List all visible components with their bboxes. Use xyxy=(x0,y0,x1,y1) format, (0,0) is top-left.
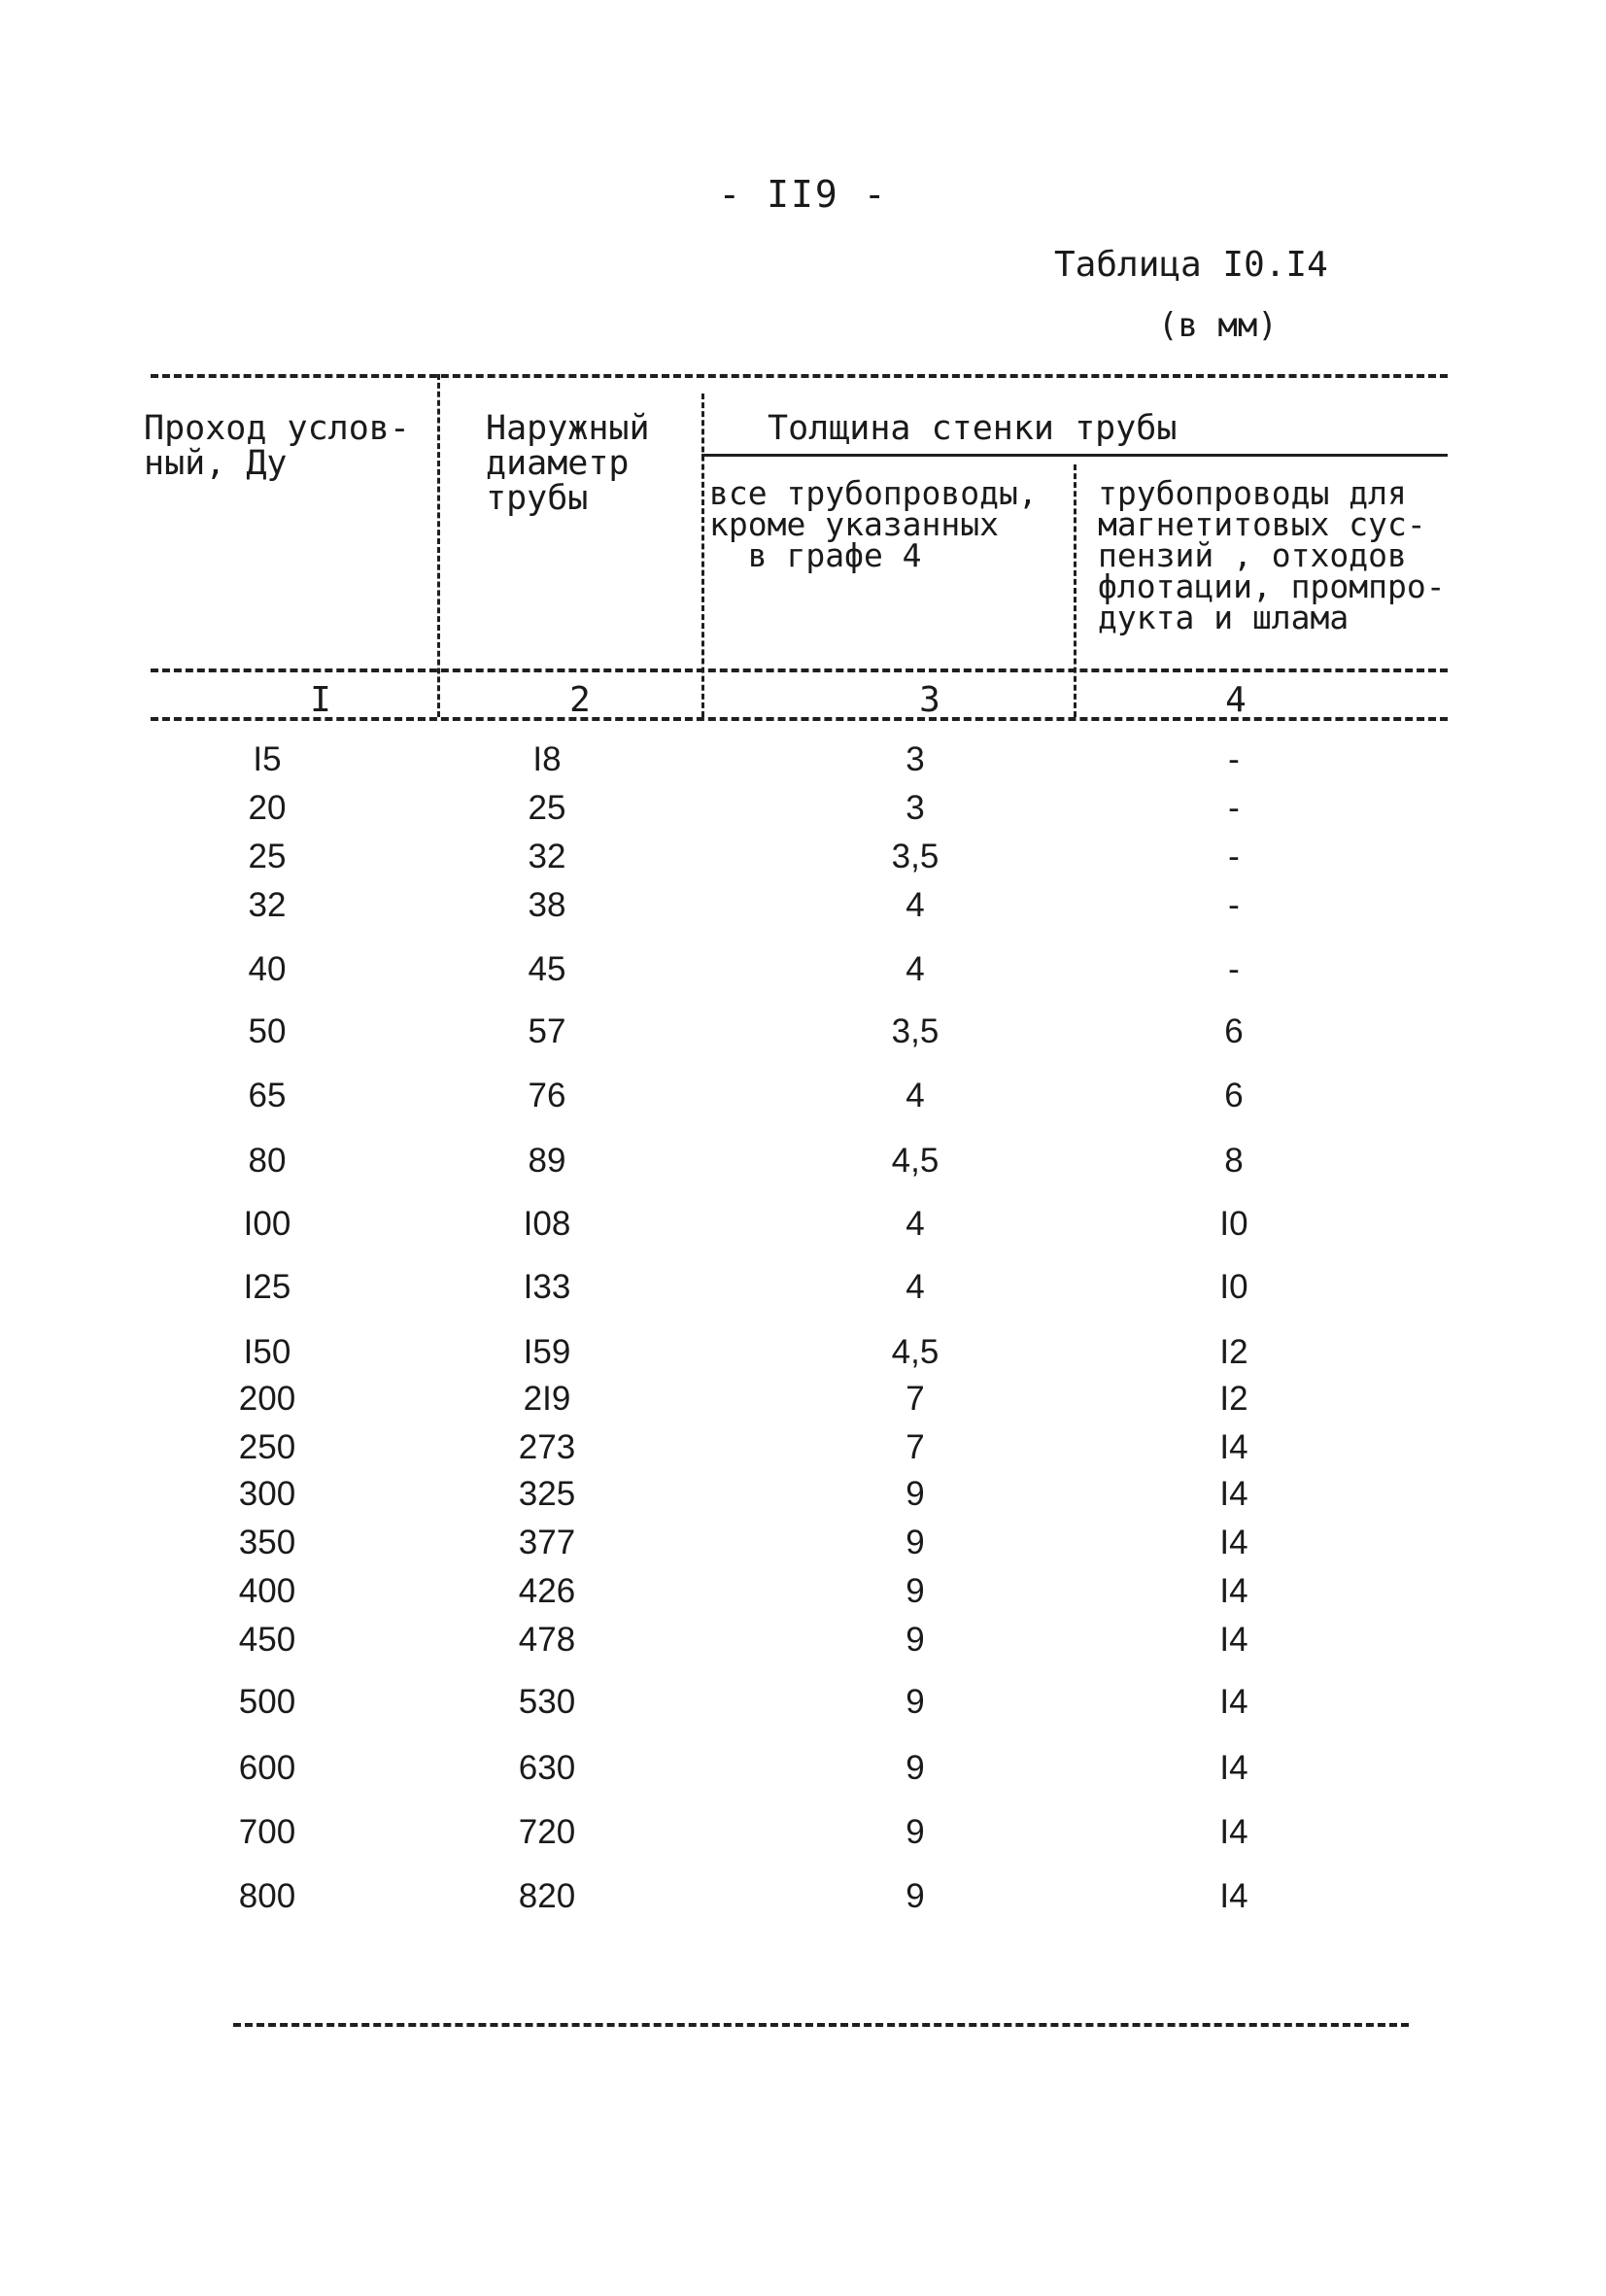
table-cell: 700 xyxy=(238,1813,296,1851)
table-cell: 7 xyxy=(906,1380,925,1418)
table-cell: 530 xyxy=(518,1683,576,1721)
table-cell: 4 xyxy=(906,1077,925,1114)
table-cell: I50 xyxy=(243,1333,291,1371)
table-cell: 6 xyxy=(1224,1077,1244,1114)
table-cell: 4 xyxy=(906,950,925,988)
table-cell: 80 xyxy=(248,1142,287,1180)
header-wall-thickness: Толщина стенки трубы xyxy=(768,409,1178,448)
table-cell: I4 xyxy=(1219,1813,1248,1851)
table-cell: - xyxy=(1228,886,1240,924)
table-cell: I4 xyxy=(1219,1524,1248,1561)
table-cell: 9 xyxy=(906,1683,925,1721)
table-cell: 9 xyxy=(906,1813,925,1851)
table-cell: 40 xyxy=(248,950,287,988)
col-divider-2 xyxy=(701,394,704,717)
table-cell: 38 xyxy=(528,886,566,924)
table-cell: 3 xyxy=(906,740,925,778)
table-cell: 89 xyxy=(528,1142,566,1180)
table-cell: 20 xyxy=(248,789,287,827)
table-cell: 50 xyxy=(248,1012,287,1050)
table-cell: 3,5 xyxy=(891,1012,940,1050)
table-cell: 9 xyxy=(906,1749,925,1787)
table-cell: 32 xyxy=(528,838,566,875)
table-cell: 400 xyxy=(238,1572,296,1610)
table-cell: I4 xyxy=(1219,1683,1248,1721)
table-cell: 4,5 xyxy=(891,1333,940,1371)
table-title: Таблица I0.I4 xyxy=(1054,245,1328,285)
table-cell: 45 xyxy=(528,950,566,988)
col-divider-3 xyxy=(1074,464,1076,717)
table-cell: I5 xyxy=(253,740,282,778)
column-number: 4 xyxy=(1225,680,1247,720)
table-cell: 4 xyxy=(906,886,925,924)
table-cell: I4 xyxy=(1219,1749,1248,1787)
table-cell: 350 xyxy=(238,1524,296,1561)
table-cell: 7 xyxy=(906,1428,925,1466)
table-cell: 25 xyxy=(528,789,566,827)
header-magnetite-pipelines: трубопроводы для магнетитовых сус- пензий , отходов флотации, промпро- дукта и шлама xyxy=(1098,474,1446,636)
table-cell: I4 xyxy=(1219,1428,1248,1466)
table-cell: 273 xyxy=(518,1428,576,1466)
table-cell: 32 xyxy=(248,886,287,924)
header-nominal-bore: Проход услов- ный, Ду xyxy=(144,409,410,483)
table-cell: 9 xyxy=(906,1524,925,1561)
table-top-rule xyxy=(151,374,1448,378)
table-cell: I2 xyxy=(1219,1333,1248,1371)
header-bottom-rule xyxy=(151,668,1448,672)
header-outer-diameter: Наружный диаметр трубы xyxy=(486,409,650,518)
table-bottom-rule xyxy=(233,2023,1409,2027)
table-cell: 3 xyxy=(906,789,925,827)
table-cell: - xyxy=(1228,789,1240,827)
table-cell: I25 xyxy=(243,1268,291,1306)
table-cell: 4 xyxy=(906,1268,925,1306)
table-cell: I59 xyxy=(523,1333,571,1371)
table-cell: 450 xyxy=(238,1621,296,1659)
table-cell: 800 xyxy=(238,1877,296,1915)
table-cell: 8 xyxy=(1224,1142,1244,1180)
table-cell: 4 xyxy=(906,1205,925,1243)
table-cell: I0 xyxy=(1219,1268,1248,1306)
table-cell: 3,5 xyxy=(891,838,940,875)
table-cell: I4 xyxy=(1219,1621,1248,1659)
table-cell: 200 xyxy=(238,1380,296,1418)
table-cell: I4 xyxy=(1219,1475,1248,1513)
table-cell: 300 xyxy=(238,1475,296,1513)
table-cell: 25 xyxy=(248,838,287,875)
table-cell: 630 xyxy=(518,1749,576,1787)
table-cell: 6 xyxy=(1224,1012,1244,1050)
page-number: - II9 - xyxy=(718,173,888,216)
table-cell: 720 xyxy=(518,1813,576,1851)
table-cell: 9 xyxy=(906,1877,925,1915)
table-cell: 500 xyxy=(238,1683,296,1721)
table-cell: 250 xyxy=(238,1428,296,1466)
table-cell: 377 xyxy=(518,1524,576,1561)
table-cell: I08 xyxy=(523,1205,571,1243)
table-cell: 2I9 xyxy=(523,1380,571,1418)
table-cell: - xyxy=(1228,838,1240,875)
column-number: 3 xyxy=(919,680,940,720)
table-cell: 325 xyxy=(518,1475,576,1513)
table-cell: 9 xyxy=(906,1572,925,1610)
table-cell: 57 xyxy=(528,1012,566,1050)
column-number: I xyxy=(310,680,331,720)
table-cell: I2 xyxy=(1219,1380,1248,1418)
table-cell: 478 xyxy=(518,1621,576,1659)
table-cell: I4 xyxy=(1219,1877,1248,1915)
table-cell: I00 xyxy=(243,1205,291,1243)
group-header-rule xyxy=(701,454,1448,457)
column-number: 2 xyxy=(569,680,591,720)
table-cell: 76 xyxy=(528,1077,566,1114)
table-cell: 4,5 xyxy=(891,1142,940,1180)
table-cell: I33 xyxy=(523,1268,571,1306)
header-all-pipelines: все трубопроводы, кроме указанных в графе 4 xyxy=(709,474,1038,574)
table-cell: 9 xyxy=(906,1475,925,1513)
table-cell: I4 xyxy=(1219,1572,1248,1610)
table-cell: 426 xyxy=(518,1572,576,1610)
table-cell: - xyxy=(1228,950,1240,988)
table-cell: 600 xyxy=(238,1749,296,1787)
table-cell: I0 xyxy=(1219,1205,1248,1243)
table-cell: 9 xyxy=(906,1621,925,1659)
table-cell: 820 xyxy=(518,1877,576,1915)
units-note: (в мм) xyxy=(1158,306,1278,345)
table-cell: - xyxy=(1228,740,1240,778)
table-cell: I8 xyxy=(532,740,562,778)
col-divider-1 xyxy=(437,374,440,717)
table-cell: 65 xyxy=(248,1077,287,1114)
